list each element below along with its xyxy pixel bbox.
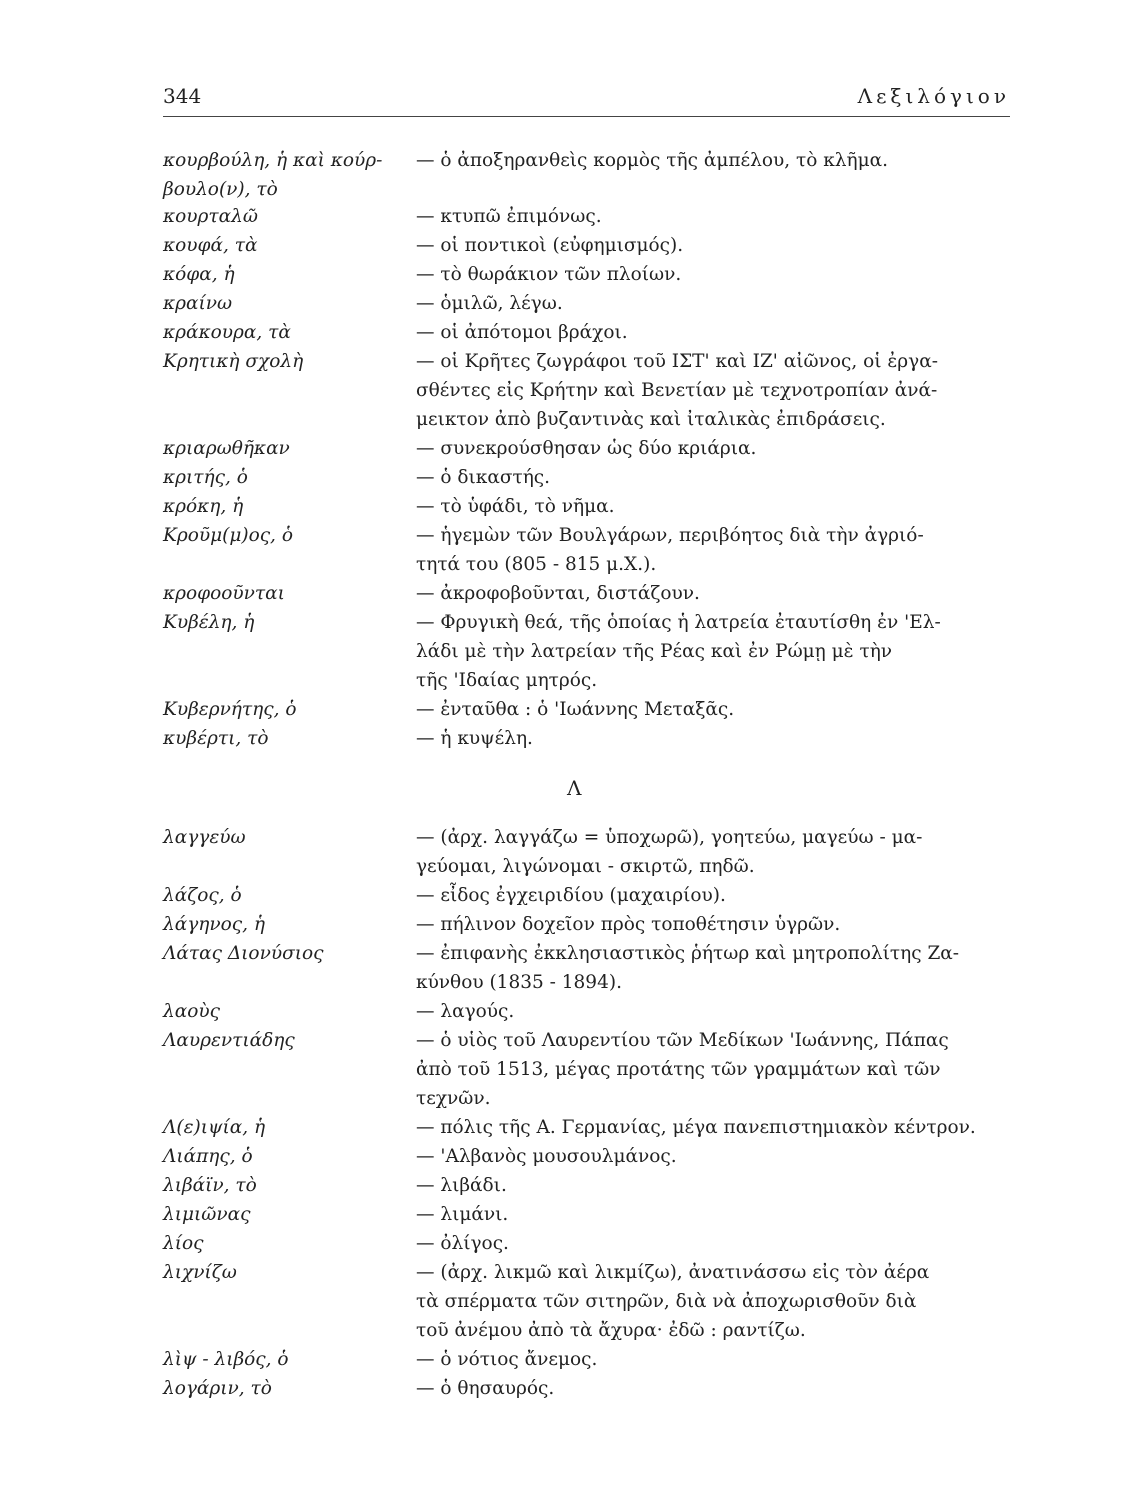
entry-term <box>163 202 413 231</box>
entry-term-line: Λιάπης, ὁ <box>163 1146 253 1167</box>
entry-term <box>163 1258 413 1287</box>
entry-definition-line: — (ἀρχ. λαγγάζω = ὑποχωρῶ), γοητεύω, μαγεύω - μα- <box>416 827 923 848</box>
entry-term-line: κυβέρτι, τὸ <box>163 728 269 749</box>
entry-definition-line: — (ἀρχ. λικμῶ καὶ λικμίζω), ἀνατινάσσω εἰς τὸν ἀέρα <box>416 1262 930 1283</box>
page-number: 344 <box>163 84 202 108</box>
entry-term-line: κουρταλῶ <box>163 206 258 227</box>
entry-definition <box>416 1171 1013 1200</box>
entry-definition-line: — ὁ υἱὸς τοῦ Λαυρεντίου τῶν Μεδίκων 'Ιωάννης, Πάπας <box>416 1030 949 1051</box>
entry-definition-line: — κτυπῶ ἐπιμόνως. <box>416 206 602 227</box>
entry-term-line: κρόκη, ἡ <box>163 496 244 517</box>
entry-term-line: κραίνω <box>163 293 233 314</box>
entry-definition <box>416 347 1013 434</box>
entry-term <box>163 1142 413 1171</box>
entry-definition-line: — τὸ ὑφάδι, τὸ νῆμα. <box>416 496 615 517</box>
entry-definition-line: — ἐπιφανὴς ἐκκλησιαστικὸς ῥήτωρ καὶ μητροπολίτης Ζα- <box>416 943 960 964</box>
entry-term-line: Λαυρεντιάδης <box>163 1030 295 1051</box>
entry-definition-line: γεύομαι, λιγώνομαι - σκιρτῶ, πηδῶ. <box>416 856 755 877</box>
entry-definition-line: — ὁ ἀποξηρανθεὶς κορμὸς τῆς ἀμπέλου, τὸ κλῆμα. <box>416 150 888 171</box>
entry-definition <box>416 1026 1013 1113</box>
entry-definition-line: — οἱ ἀπότομοι βράχοι. <box>416 322 628 343</box>
entry-definition-line: — οἱ Κρῆτες ζωγράφοι τοῦ ΙΣΤ' καὶ ΙΖ' αἰῶνος, οἱ ἐργα- <box>416 351 938 372</box>
entry-term-line: λιχνίζω <box>163 1262 237 1283</box>
entry-term <box>163 492 413 521</box>
entry-term <box>163 1113 413 1142</box>
entry-term <box>163 1026 413 1055</box>
entry-definition <box>416 579 1013 608</box>
entry-definition-line: — ἀκροφοβοῦνται, διστάζουν. <box>416 583 700 604</box>
entry-term <box>163 881 413 910</box>
entry-term <box>163 1229 413 1258</box>
entry-definition-line: — ἡ κυψέλη. <box>416 728 533 749</box>
entry-term-line: λαοὺς <box>163 1001 220 1022</box>
entry-definition-line: ἀπὸ τοῦ 1513, μέγας προτάτης τῶν γραμμάτων καὶ τῶν <box>416 1059 941 1080</box>
entry-definition <box>416 521 1013 579</box>
entry-definition-line: — συνεκρούσθησαν ὡς δύο κριάρια. <box>416 438 757 459</box>
entry-definition-line: — ἡγεμὼν τῶν Βουλγάρων, περιβόητος διὰ τὴν ἀγριό- <box>416 525 924 546</box>
entry-term <box>163 347 413 376</box>
entry-term-line: λάζος, ὁ <box>163 885 242 906</box>
entry-definition-line: — τὸ θωράκιον τῶν πλοίων. <box>416 264 682 285</box>
entry-definition <box>416 1374 1013 1403</box>
entry-definition <box>416 434 1013 463</box>
entry-term-line: κουρβούλη, ἡ καὶ κούρ- <box>163 150 383 171</box>
entry-definition-line: τεχνῶν. <box>416 1088 491 1109</box>
entry-term-line: κόφα, ἡ <box>163 264 235 285</box>
entry-definition-line: — ὀλίγος. <box>416 1233 509 1254</box>
entry-term <box>163 823 413 852</box>
entry-definition <box>416 1113 1013 1142</box>
entry-term <box>163 939 413 968</box>
entry-definition-line: — 'Αλβανὸς μουσουλμάνος. <box>416 1146 677 1167</box>
entry-definition <box>416 823 1013 881</box>
entry-definition <box>416 881 1013 910</box>
entry-definition <box>416 492 1013 521</box>
entry-term-line: λίος <box>163 1233 204 1254</box>
entry-term <box>163 1374 413 1403</box>
entry-term-line: κροφοοῦνται <box>163 583 285 604</box>
entry-term <box>163 146 413 204</box>
entry-definition <box>416 260 1013 289</box>
header-rule <box>163 116 1010 117</box>
entry-definition <box>416 724 1013 753</box>
entry-definition-line: — λιμάνι. <box>416 1204 509 1225</box>
entry-term <box>163 463 413 492</box>
entry-definition-line: — πόλις τῆς Α. Γερμανίας, μέγα πανεπιστημιακὸν κέντρον. <box>416 1117 976 1138</box>
entry-definition-line: — ὁ νότιος ἄνεμος. <box>416 1349 598 1370</box>
entry-term-line: Κρητικὴ σχολὴ <box>163 351 304 372</box>
entry-definition-line: σθέντες εἰς Κρήτην καὶ Βενετίαν μὲ τεχνοτροπίαν ἀνά- <box>416 380 938 401</box>
entry-term-line: κράκουρα, τὰ <box>163 322 291 343</box>
entry-definition <box>416 1345 1013 1374</box>
entry-term-line: κουφά, τὰ <box>163 235 258 256</box>
entry-definition-line: τῆς 'Ιδαίας μητρός. <box>416 670 598 691</box>
entry-definition <box>416 289 1013 318</box>
entry-term-line: λάγηνος, ἡ <box>163 914 265 935</box>
entry-definition-line: — ὁ θησαυρός. <box>416 1378 555 1399</box>
entry-term-line: λιβάϊν, τὸ <box>163 1175 257 1196</box>
entry-term <box>163 289 413 318</box>
entry-term-line: λαγγεύω <box>163 827 246 848</box>
entry-definition-line: — Φρυγικὴ θεά, τῆς ὁποίας ἡ λατρεία ἐταυτίσθη ἐν 'Ελ- <box>416 612 941 633</box>
entry-term <box>163 608 413 637</box>
entry-term-line: λογάριν, τὸ <box>163 1378 272 1399</box>
entry-definition-line: — ὁ δικαστής. <box>416 467 551 488</box>
entry-definition <box>416 695 1013 724</box>
running-title: Λεξιλόγιον <box>857 84 1010 108</box>
entry-definition-line: — λαγούς. <box>416 1001 515 1022</box>
entry-term <box>163 318 413 347</box>
entry-term-line: λὶψ - λιβός, ὁ <box>163 1349 289 1370</box>
entry-definition <box>416 608 1013 695</box>
entry-definition <box>416 202 1013 231</box>
entry-definition-line: τοῦ ἀνέμου ἀπὸ τὰ ἄχυρα· ἐδῶ : ραντίζω. <box>416 1320 806 1341</box>
entry-term-line: Κροῦμ(μ)ος, ὁ <box>163 525 293 546</box>
entry-definition <box>416 997 1013 1026</box>
entry-term <box>163 260 413 289</box>
entry-term-line: Λάτας Διονύσιος <box>163 943 324 964</box>
entry-definition <box>416 1229 1013 1258</box>
entry-definition-line: — λιβάδι. <box>416 1175 507 1196</box>
entry-definition-line: μεικτον ἀπὸ βυζαντινὰς καὶ ἰταλικὰς ἐπιδράσεις. <box>416 409 886 430</box>
entry-term-line: βουλο(ν), τὸ <box>163 179 278 200</box>
entry-definition <box>416 318 1013 347</box>
entry-definition <box>416 146 1013 175</box>
entry-definition <box>416 910 1013 939</box>
entry-definition <box>416 463 1013 492</box>
entry-definition-line: — ἐνταῦθα : ὁ 'Ιωάννης Μεταξᾶς. <box>416 699 735 720</box>
entry-term <box>163 521 413 550</box>
entry-term <box>163 997 413 1026</box>
entry-term <box>163 695 413 724</box>
entry-definition-line: λάδι μὲ τὴν λατρείαν τῆς Ρέας καὶ ἐν Ρώμῃ μὲ τὴν <box>416 641 893 662</box>
entry-term <box>163 434 413 463</box>
entry-term-line: κριτής, ὁ <box>163 467 248 488</box>
entry-term <box>163 724 413 753</box>
entry-term <box>163 1171 413 1200</box>
entry-term <box>163 231 413 260</box>
entry-definition-line: — εἶδος ἐγχειριδίου (μαχαιρίου). <box>416 885 726 906</box>
entry-term-line: λιμιῶνας <box>163 1204 251 1225</box>
entry-definition <box>416 939 1013 997</box>
entry-definition <box>416 1258 1013 1345</box>
entry-definition-line: — πήλινον δοχεῖον πρὸς τοποθέτησιν ὑγρῶν. <box>416 914 841 935</box>
entry-definition-line: τὰ σπέρματα τῶν σιτηρῶν, διὰ νὰ ἀποχωρισθοῦν διὰ <box>416 1291 917 1312</box>
page-header <box>163 84 1010 112</box>
entry-definition-line: κύνθου (1835 - 1894). <box>416 972 622 993</box>
entry-definition-line: — οἱ ποντικοὶ (εὐφημισμός). <box>416 235 684 256</box>
entry-term-line: Κυβερνήτης, ὁ <box>163 699 297 720</box>
section-letter: Λ <box>567 776 582 800</box>
entry-term-line: Λ(ε)ιψία, ἡ <box>163 1117 266 1138</box>
entry-definition <box>416 1200 1013 1229</box>
entry-term <box>163 910 413 939</box>
entry-term-line: κριαρωθῆκαν <box>163 438 290 459</box>
entry-term <box>163 579 413 608</box>
entry-definition-line: τητά του (805 - 815 μ.Χ.). <box>416 554 657 575</box>
entry-definition <box>416 1142 1013 1171</box>
entry-definition <box>416 231 1013 260</box>
entry-definition-line: — ὁμιλῶ, λέγω. <box>416 293 563 314</box>
entry-term <box>163 1345 413 1374</box>
entry-term-line: Κυβέλη, ἡ <box>163 612 255 633</box>
entry-term <box>163 1200 413 1229</box>
